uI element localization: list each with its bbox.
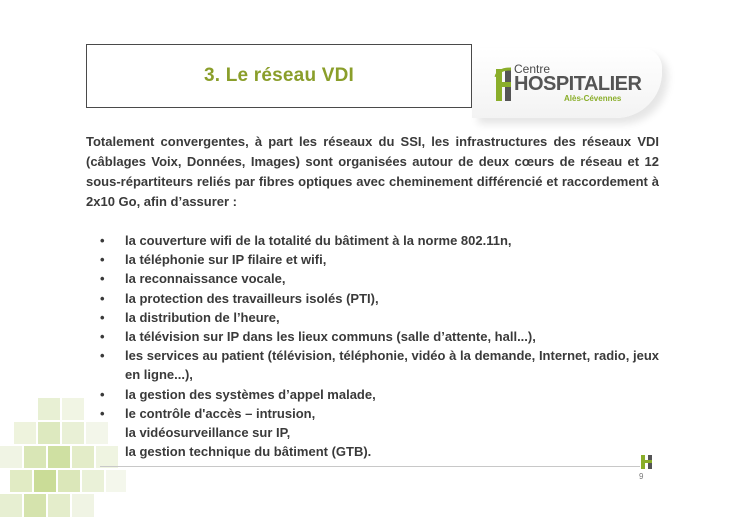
hospital-logo bbox=[494, 62, 642, 107]
list-item-text: la gestion des systèmes d’appel malade, bbox=[125, 386, 376, 402]
logo-text-hospitalier: HOSPITALIER bbox=[514, 73, 642, 95]
list-item bbox=[86, 231, 659, 250]
logo-text-city: Alès-Cévennes bbox=[564, 94, 622, 103]
title-box bbox=[86, 44, 472, 108]
list-item-text: la téléphonie sur IP filaire et wifi, bbox=[125, 252, 327, 268]
bullet-icon: • bbox=[100, 233, 105, 248]
hospital-logo-mark-icon bbox=[494, 65, 514, 103]
list-item-text: la protection des travailleurs isolés (PTI), bbox=[125, 290, 379, 306]
list-item bbox=[86, 289, 659, 308]
list-item bbox=[86, 250, 659, 269]
bullet-icon: • bbox=[100, 309, 105, 325]
list-item bbox=[86, 327, 659, 346]
services-list bbox=[86, 231, 659, 461]
list-item bbox=[86, 308, 659, 327]
list-item bbox=[86, 404, 659, 423]
list-item-text: les services au patient (télévision, téléphonie, vidéo à la demande, Internet, radio, jeux en ligne...), bbox=[125, 348, 659, 383]
list-item-text: la reconnaissance vocale, bbox=[125, 271, 286, 287]
bullet-icon: • bbox=[100, 252, 105, 268]
list-item-text: la télévision sur IP dans les lieux communs (salle d’attente, hall...), bbox=[125, 329, 536, 345]
list-item bbox=[86, 442, 659, 461]
list-item-text: le contrôle d'accès – intrusion, bbox=[125, 405, 316, 421]
list-item bbox=[86, 346, 659, 384]
list-item bbox=[86, 269, 659, 288]
bullet-icon: • bbox=[100, 348, 105, 364]
bullet-icon: • bbox=[100, 290, 105, 306]
intro-paragraph: Totalement convergentes, à part les réseaux du SSI, les infrastructures des réseaux VDI (câblages Voix, Données, Images) sont organisées autour de deux cœurs de réseau et 12 sous-répartiteurs reliés par fibres optiques avec cheminement différencié et raccordement à 2x10 Go, afin d’assurer : bbox=[86, 134, 659, 209]
list-item-text: la vidéosurveillance sur IP, bbox=[125, 425, 291, 441]
list-item-text: la couverture wifi de la totalité du bâtiment à la norme 802.11n, bbox=[125, 233, 512, 248]
list-item-text: la distribution de l’heure, bbox=[125, 309, 280, 325]
list-item bbox=[86, 423, 659, 442]
footer-logo-icon bbox=[640, 454, 654, 470]
bullet-icon: • bbox=[100, 386, 105, 402]
decorative-squares bbox=[0, 390, 130, 517]
logo-text-centre: Centre bbox=[514, 62, 551, 76]
list-item bbox=[86, 385, 659, 404]
page-number: 9 bbox=[639, 472, 644, 481]
bullet-icon: • bbox=[100, 271, 105, 287]
bullet-icon: • bbox=[100, 329, 105, 345]
footer-divider bbox=[100, 466, 640, 467]
page-title: 3. Le réseau VDI bbox=[204, 65, 354, 86]
list-item-text: la gestion technique du bâtiment (GTB). bbox=[125, 444, 372, 460]
bullet-icon: • bbox=[100, 405, 105, 421]
